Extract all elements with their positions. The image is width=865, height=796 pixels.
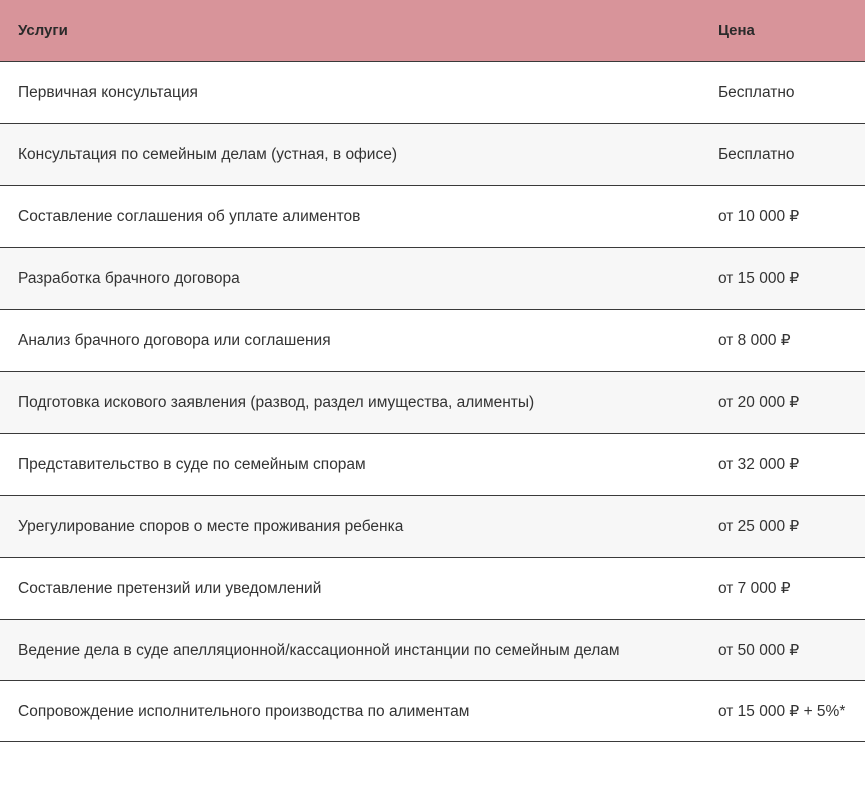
service-name: Составление претензий или уведомлений: [0, 557, 700, 619]
table-row: [0, 123, 865, 185]
service-name: Анализ брачного договора или соглашения: [0, 309, 700, 371]
table-row: [0, 61, 865, 123]
service-price: от 50 000 ₽: [700, 619, 865, 680]
service-name: Составление соглашения об уплате алиментов: [0, 185, 700, 247]
service-name: Ведение дела в суде апелляционной/кассационной инстанции по семейным делам: [0, 619, 700, 680]
service-name: Первичная консультация: [0, 61, 700, 123]
table-row: [0, 495, 865, 557]
service-price: от 10 000 ₽: [700, 185, 865, 247]
service-price: Бесплатно: [700, 123, 865, 185]
service-name: Представительство в суде по семейным спорам: [0, 433, 700, 495]
service-name: Консультация по семейным делам (устная, в офисе): [0, 123, 700, 185]
service-name: Подготовка искового заявления (развод, раздел имущества, алименты): [0, 371, 700, 433]
table-header-row: [0, 0, 865, 61]
header-price: Цена: [700, 0, 865, 61]
table-row: [0, 557, 865, 619]
header-services: Услуги: [0, 0, 700, 61]
service-price: от 7 000 ₽: [700, 557, 865, 619]
table-row: [0, 433, 865, 495]
table-row: [0, 309, 865, 371]
service-price: Бесплатно: [700, 61, 865, 123]
table-row: [0, 185, 865, 247]
service-price: от 8 000 ₽: [700, 309, 865, 371]
table-row: [0, 619, 865, 680]
table-row: [0, 371, 865, 433]
service-price: от 32 000 ₽: [700, 433, 865, 495]
service-name: Разработка брачного договора: [0, 247, 700, 309]
service-name: Урегулирование споров о месте проживания ребенка: [0, 495, 700, 557]
service-price: от 15 000 ₽: [700, 247, 865, 309]
service-price: от 25 000 ₽: [700, 495, 865, 557]
service-price: от 15 000 ₽ + 5%*: [700, 680, 865, 741]
service-name: Сопровождение исполнительного производства по алиментам: [0, 680, 700, 741]
table-row: [0, 680, 865, 741]
service-price: от 20 000 ₽: [700, 371, 865, 433]
table-row: [0, 247, 865, 309]
